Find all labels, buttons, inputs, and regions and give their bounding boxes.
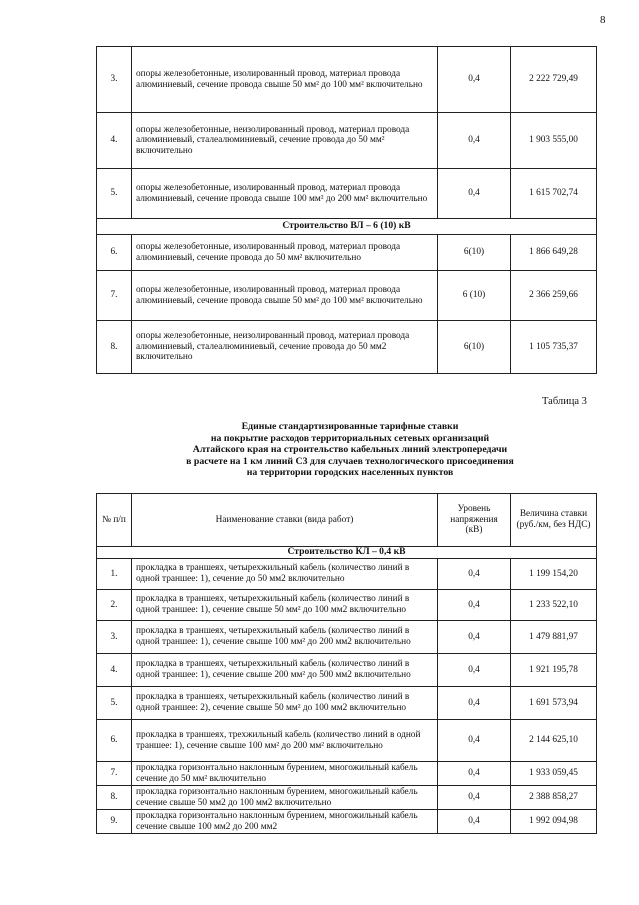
row-rate: 2 222 729,49 bbox=[511, 47, 597, 113]
table-title-line: Единые стандартизированные тарифные ставки bbox=[241, 421, 459, 432]
header-name: Наименование ставки (вида работ) bbox=[132, 494, 438, 547]
table-label: Таблица 3 bbox=[542, 396, 587, 407]
page-number: 8 bbox=[600, 14, 606, 26]
row-description: прокладка горизонтально наклонным бурением, многожильный кабель сечение свыше 100 мм2 до 200 мм2 bbox=[132, 810, 438, 834]
table-row bbox=[97, 590, 597, 621]
row-number: 5. bbox=[97, 169, 132, 219]
row-rate: 1 615 702,74 bbox=[511, 169, 597, 219]
row-number: 9. bbox=[97, 810, 132, 834]
row-voltage: 6(10) bbox=[438, 235, 511, 271]
table-row bbox=[97, 559, 597, 590]
row-voltage: 0,4 bbox=[438, 590, 511, 621]
table-title-line: на покрытие расходов территориальных сетевых организаций bbox=[210, 432, 490, 444]
row-number: 2. bbox=[97, 590, 132, 621]
table-header-row bbox=[97, 494, 597, 547]
row-number: 1. bbox=[97, 559, 132, 590]
row-rate: 2 366 259,66 bbox=[511, 271, 597, 321]
table-row bbox=[97, 687, 597, 720]
row-number: 3. bbox=[97, 621, 132, 654]
row-description: прокладка в траншеях, четырехжильный кабель (количество линий в одной траншее: 1), сечение свыше 200 мм² до 500 мм2 включительно bbox=[132, 654, 438, 687]
row-rate: 1 866 649,28 bbox=[511, 235, 597, 271]
row-rate: 1 691 573,94 bbox=[511, 687, 597, 720]
table-row bbox=[97, 720, 597, 762]
table-row bbox=[97, 169, 597, 219]
row-rate: 1 233 522,10 bbox=[511, 590, 597, 621]
table-row bbox=[97, 786, 597, 810]
table-row bbox=[97, 810, 597, 834]
row-voltage: 0,4 bbox=[438, 810, 511, 834]
row-description: прокладка горизонтально наклонным бурением, многожильный кабель сечение до 50 мм² включительно bbox=[132, 762, 438, 786]
row-voltage: 0,4 bbox=[438, 621, 511, 654]
table-title bbox=[150, 421, 550, 479]
row-rate: 1 199 154,20 bbox=[511, 559, 597, 590]
section-row bbox=[97, 219, 597, 235]
row-description: опоры железобетонные, неизолированный провод, материал провода алюминиевый, сталеалюминиевый, сечение провода до 50 мм2 включительно bbox=[132, 321, 438, 374]
row-number: 4. bbox=[97, 113, 132, 169]
row-rate: 1 933 059,45 bbox=[511, 762, 597, 786]
row-description: прокладка в траншеях, четырехжильный кабель (количество линий в одной траншее: 1), сечение до 50 мм2 включительно bbox=[132, 559, 438, 590]
row-voltage: 0,4 bbox=[438, 559, 511, 590]
row-voltage: 0,4 bbox=[438, 47, 511, 113]
table-row bbox=[97, 113, 597, 169]
row-number: 5. bbox=[97, 687, 132, 720]
section-title: Строительство КЛ – 0,4 кВ bbox=[97, 547, 597, 559]
table-row bbox=[97, 321, 597, 374]
row-description: опоры железобетонные, неизолированный провод, материал провода алюминиевый, сталеалюминиевый, сечение провода до 50 мм² включительно bbox=[132, 113, 438, 169]
row-voltage: 6 (10) bbox=[438, 271, 511, 321]
section-row bbox=[97, 547, 597, 559]
row-number: 6. bbox=[97, 235, 132, 271]
table-row bbox=[97, 271, 597, 321]
row-rate: 1 921 195,78 bbox=[511, 654, 597, 687]
row-description: опоры железобетонные, изолированный провод, материал провода алюминиевый, сечение провода свыше 50 мм² до 100 мм² включительно bbox=[132, 47, 438, 113]
row-voltage: 0,4 bbox=[438, 169, 511, 219]
row-number: 8. bbox=[97, 321, 132, 374]
table-title-line: на территории городских населенных пунктов bbox=[246, 467, 454, 479]
row-voltage: 6(10) bbox=[438, 321, 511, 374]
table-row bbox=[97, 621, 597, 654]
table-row bbox=[97, 654, 597, 687]
table-row bbox=[97, 235, 597, 271]
row-description: прокладка в траншеях, четырехжильный кабель (количество линий в одной траншее: 1), сечение свыше 100 мм² до 200 мм2 включительно bbox=[132, 621, 438, 654]
row-rate: 1 903 555,00 bbox=[511, 113, 597, 169]
rates-table-overhead-lines bbox=[96, 46, 597, 374]
table-row bbox=[97, 762, 597, 786]
row-voltage: 0,4 bbox=[438, 687, 511, 720]
row-description: прокладка в траншеях, четырехжильный кабель (количество линий в одной траншее: 2), сечение свыше 50 мм² до 100 мм2 включительно bbox=[132, 687, 438, 720]
row-description: прокладка в траншеях, четырехжильный кабель (количество линий в одной траншее: 1), сечение свыше 50 мм² до 100 мм2 включительно bbox=[132, 590, 438, 621]
header-num: № п/п bbox=[97, 494, 132, 547]
table-title-line: Алтайского края на строительство кабельных линий электропередачи bbox=[192, 444, 508, 456]
row-voltage: 0,4 bbox=[438, 762, 511, 786]
row-voltage: 0,4 bbox=[438, 654, 511, 687]
row-voltage: 0,4 bbox=[438, 720, 511, 762]
row-rate: 1 479 881,97 bbox=[511, 621, 597, 654]
section-title: Строительство ВЛ – 6 (10) кВ bbox=[97, 219, 597, 235]
row-rate: 2 144 625,10 bbox=[511, 720, 597, 762]
header-voltage: Уровень напряжения (кВ) bbox=[438, 494, 511, 547]
table-title-line: в расчете на 1 км линий С3 для случаев технологического присоединения bbox=[186, 455, 514, 467]
row-description: опоры железобетонные, изолированный провод, материал провода алюминиевый, сечение провода до 50 мм² включительно bbox=[132, 235, 438, 271]
row-number: 7. bbox=[97, 762, 132, 786]
row-rate: 2 388 858,27 bbox=[511, 786, 597, 810]
row-number: 6. bbox=[97, 720, 132, 762]
row-number: 3. bbox=[97, 47, 132, 113]
row-number: 7. bbox=[97, 271, 132, 321]
row-description: прокладка горизонтально наклонным бурением, многожильный кабель сечение свыше 50 мм2 до 100 мм2 включительно bbox=[132, 786, 438, 810]
row-rate: 1 992 094,98 bbox=[511, 810, 597, 834]
row-voltage: 0,4 bbox=[438, 786, 511, 810]
header-rate: Величина ставки (руб./км, без НДС) bbox=[511, 494, 597, 547]
row-number: 8. bbox=[97, 786, 132, 810]
table-row bbox=[97, 47, 597, 113]
row-number: 4. bbox=[97, 654, 132, 687]
row-description: опоры железобетонные, изолированный провод, материал провода алюминиевый, сечение провода свыше 50 мм² до 100 мм² включительно bbox=[132, 271, 438, 321]
row-voltage: 0,4 bbox=[438, 113, 511, 169]
row-rate: 1 105 735,37 bbox=[511, 321, 597, 374]
row-description: опоры железобетонные, изолированный провод, материал провода алюминиевый, сечение провода свыше 100 мм² до 200 мм² включительно bbox=[132, 169, 438, 219]
rates-table-cable-lines bbox=[96, 493, 597, 834]
row-description: прокладка в траншеях, трехжильный кабель (количество линий в одной траншее: 1), сечение свыше 100 мм² до 200 мм² включительно bbox=[132, 720, 438, 762]
